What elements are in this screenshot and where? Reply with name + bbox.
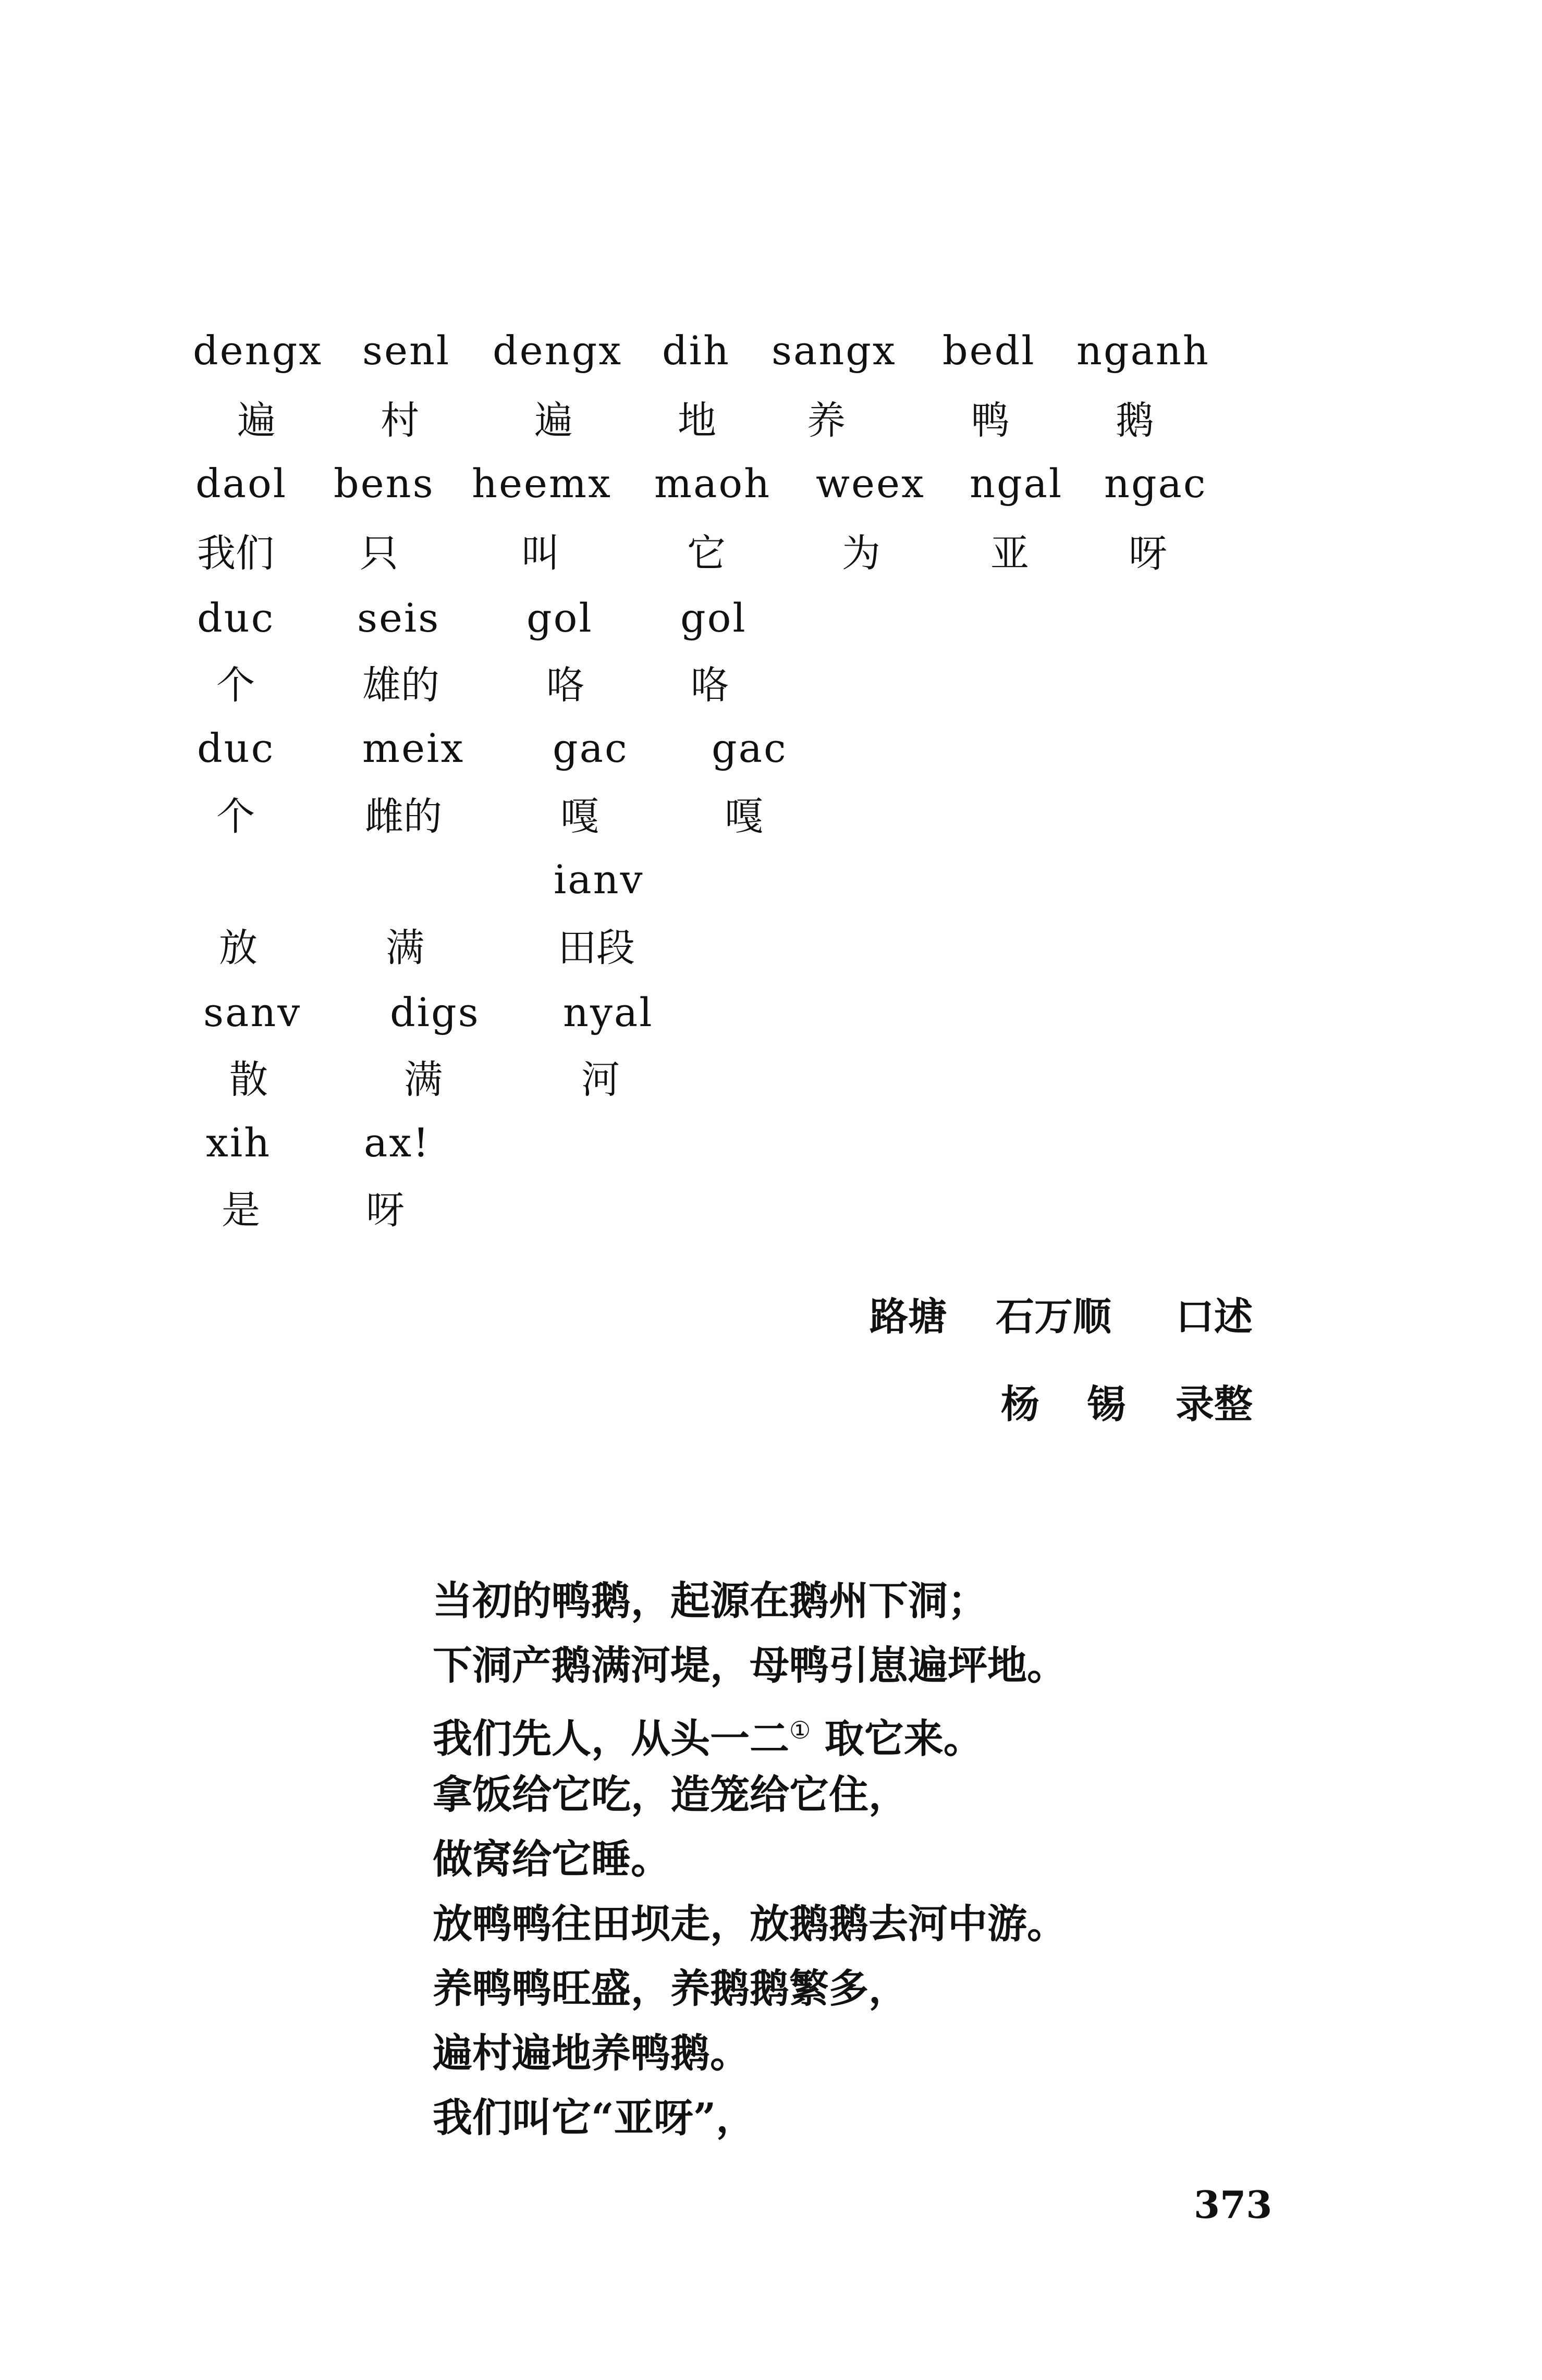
gloss-line-romanized <box>0 1119 1542 1186</box>
gloss-word: digs <box>390 989 480 1035</box>
translation-line: 我们叫它“亚呀”， <box>433 2094 756 2141</box>
chinese-translation <box>433 1569 1319 2150</box>
credit-role: 录整 <box>1176 1382 1253 1427</box>
page-number: 373 <box>1194 2182 1272 2227</box>
gloss-word: bens <box>334 460 435 507</box>
gloss-word: ngac <box>1104 460 1207 507</box>
gloss-word: ax! <box>364 1119 431 1166</box>
gloss-word: maoh <box>654 460 772 507</box>
gloss-word: seis <box>357 595 440 641</box>
translation-line: 拿饭给它吃，造笼给它住， <box>433 1771 908 1818</box>
gloss-word: 鹅 <box>1116 398 1154 443</box>
translation-text: 我们先人，从头一二 <box>433 1715 789 1762</box>
gloss-word: 散 <box>229 1057 268 1102</box>
gloss-word: 咯 <box>691 663 729 708</box>
gloss-line-chinese <box>0 926 1542 991</box>
gloss-word: 我们 <box>197 531 274 576</box>
gloss-word: 呀 <box>366 1188 405 1232</box>
gloss-word: 地 <box>678 398 716 443</box>
gloss-word: gol <box>680 595 747 641</box>
gloss-word: 它 <box>687 531 726 576</box>
gloss-word: 雄的 <box>362 663 439 708</box>
gloss-word: 只 <box>360 531 398 576</box>
translation-line: 养鸭鸭旺盛，养鹅鹅繁多， <box>433 1965 908 2012</box>
translation-line <box>433 1698 1319 1762</box>
gloss-word: bedl <box>943 327 1036 374</box>
gloss-word: 雌的 <box>365 794 442 839</box>
credit-place: 路塘 <box>870 1294 947 1339</box>
gloss-word: 是 <box>222 1188 260 1232</box>
footnote-marker: ① <box>789 1716 811 1744</box>
gloss-line-chinese <box>0 398 1542 464</box>
gloss-line-chinese <box>0 794 1542 860</box>
gloss-word: daol <box>195 460 288 507</box>
gloss-line-romanized <box>0 595 1542 661</box>
gloss-word: 个 <box>216 794 255 839</box>
gloss-word: 满 <box>404 1057 443 1102</box>
gloss-word: senl <box>362 327 451 374</box>
gloss-line-romanized <box>0 327 1542 393</box>
gloss-word: 嘎 <box>560 794 599 839</box>
gloss-word: dengx <box>493 327 623 374</box>
gloss-word: 村 <box>381 398 419 443</box>
gloss-word: 咯 <box>546 663 585 708</box>
gloss-word: duc <box>197 725 275 771</box>
gloss-word: ngal <box>970 460 1063 507</box>
gloss-word: 遍 <box>237 398 276 443</box>
gloss-word: nganh <box>1076 327 1210 374</box>
gloss-word: 为 <box>842 531 880 576</box>
gloss-line-chinese <box>0 663 1542 729</box>
gloss-line-chinese <box>0 1057 1542 1123</box>
translation-text: 取它来。 <box>811 1715 983 1762</box>
gloss-word: 满 <box>386 926 424 970</box>
gloss-word: 河 <box>581 1057 620 1102</box>
credit-narrator: 石万顺 <box>996 1294 1111 1339</box>
gloss-word: meix <box>362 725 465 771</box>
gloss-word: 放 <box>219 926 258 970</box>
gloss-line-romanized <box>0 989 1542 1055</box>
gloss-word: sanv <box>203 989 302 1035</box>
gloss-word: nyal <box>563 989 654 1035</box>
credit-role: 口述 <box>1176 1294 1253 1339</box>
gloss-line-romanized <box>0 725 1542 791</box>
gloss-line-chinese <box>0 531 1542 597</box>
gloss-line-romanized <box>0 460 1542 526</box>
gloss-word: dengx <box>193 327 323 374</box>
gloss-word: sangx <box>772 327 897 374</box>
translation-line: 下洞产鹅满河堤，母鸭引崽遍坪地。 <box>433 1642 1067 1688</box>
credit-recorder-name: 锡 <box>1087 1382 1125 1427</box>
gloss-word: duc <box>197 595 275 641</box>
gloss-line-romanized <box>0 856 1542 922</box>
gloss-word: 叫 <box>521 531 560 576</box>
gloss-word: 亚 <box>990 531 1029 576</box>
gloss-word: dih <box>662 327 730 374</box>
gloss-word: weex <box>816 460 925 507</box>
translation-line: 当初的鸭鹅，起源在鹅州下洞； <box>433 1577 987 1624</box>
translation-line: 遍村遍地养鸭鹅。 <box>433 2030 750 2076</box>
gloss-word: 田段 <box>558 926 635 970</box>
gloss-word: 遍 <box>534 398 573 443</box>
gloss-word: gol <box>527 595 593 641</box>
gloss-line-chinese <box>0 1188 1542 1253</box>
gloss-word: ianv <box>554 856 644 903</box>
gloss-word: 个 <box>216 663 255 708</box>
gloss-word: xih <box>206 1119 272 1166</box>
gloss-word: gac <box>712 725 788 771</box>
gloss-word: 养 <box>807 398 846 443</box>
gloss-word: 呀 <box>1129 531 1167 576</box>
gloss-word: 嘎 <box>725 794 763 839</box>
gloss-word: 鸭 <box>971 398 1010 443</box>
translation-line: 做窝给它睡。 <box>433 1836 670 1882</box>
translation-line: 放鸭鸭往田坝走，放鹅鹅去河中游。 <box>433 1901 1067 1947</box>
gloss-word: gac <box>553 725 629 771</box>
gloss-word: heemx <box>472 460 612 507</box>
credit-recorder-surname: 杨 <box>1001 1382 1039 1427</box>
